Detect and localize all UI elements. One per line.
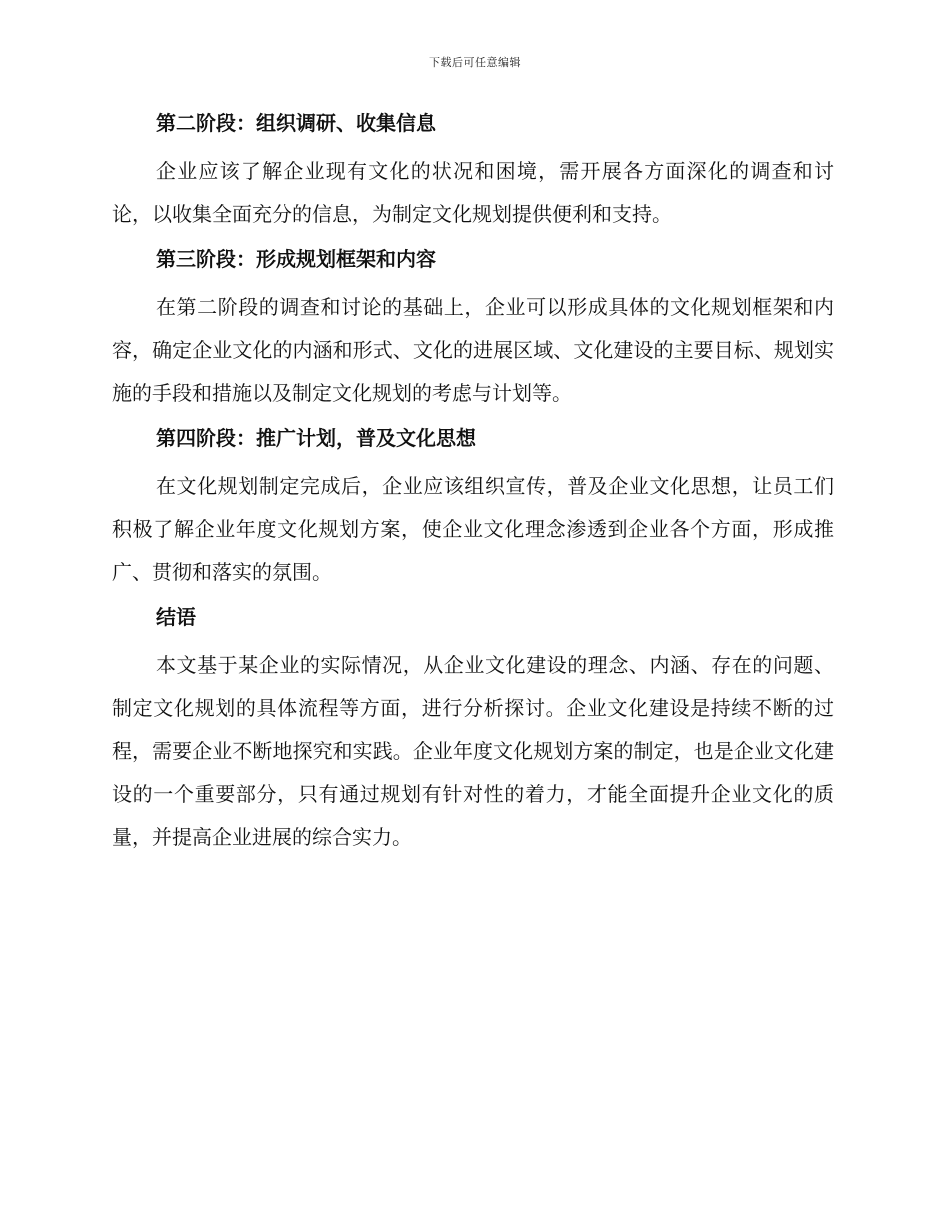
section-stage-three bbox=[112, 244, 834, 415]
header-note: 下载后可任意编辑 bbox=[429, 56, 521, 69]
section-paragraph: 在文化规划制定完成后，企业应该组织宣传，普及企业文化思想，让员工们积极了解企业年度文化规划方案，使企业文化理念渗透到企业各个方面，形成推广、贯彻和落实的氛围。 bbox=[112, 474, 834, 584]
section-heading: 第三阶段：形成规划框架和内容 bbox=[156, 247, 436, 271]
section-heading: 第四阶段：推广计划，普及文化思想 bbox=[156, 426, 476, 450]
section-heading: 第二阶段：组织调研、收集信息 bbox=[156, 111, 436, 135]
document-body bbox=[112, 108, 834, 867]
section-paragraph: 在第二阶段的调查和讨论的基础上，企业可以形成具体的文化规划框架和内容，确定企业文化的内涵和形式、文化的进展区域、文化建设的主要目标、规划实施的手段和措施以及制定文化规划的考虑与计划等。 bbox=[112, 295, 834, 405]
section-conclusion bbox=[112, 602, 834, 859]
section-stage-two bbox=[112, 108, 834, 236]
section-paragraph: 本文基于某企业的实际情况，从企业文化建设的理念、内涵、存在的问题、制定文化规划的具体流程等方面，进行分析探讨。企业文化建设是持续不断的过程，需要企业不断地探究和实践。企业年度文化规划方案的制定，也是企业文化建设的一个重要部分，只有通过规划有针对性的着力，才能全面提升企业文化的质量，并提高企业进展的综合实力。 bbox=[112, 653, 834, 849]
section-heading: 结语 bbox=[156, 605, 196, 629]
section-paragraph: 企业应该了解企业现有文化的状况和困境，需开展各方面深化的调查和讨论，以收集全面充分的信息，为制定文化规划提供便利和支持。 bbox=[112, 159, 834, 226]
section-stage-four bbox=[112, 423, 834, 594]
